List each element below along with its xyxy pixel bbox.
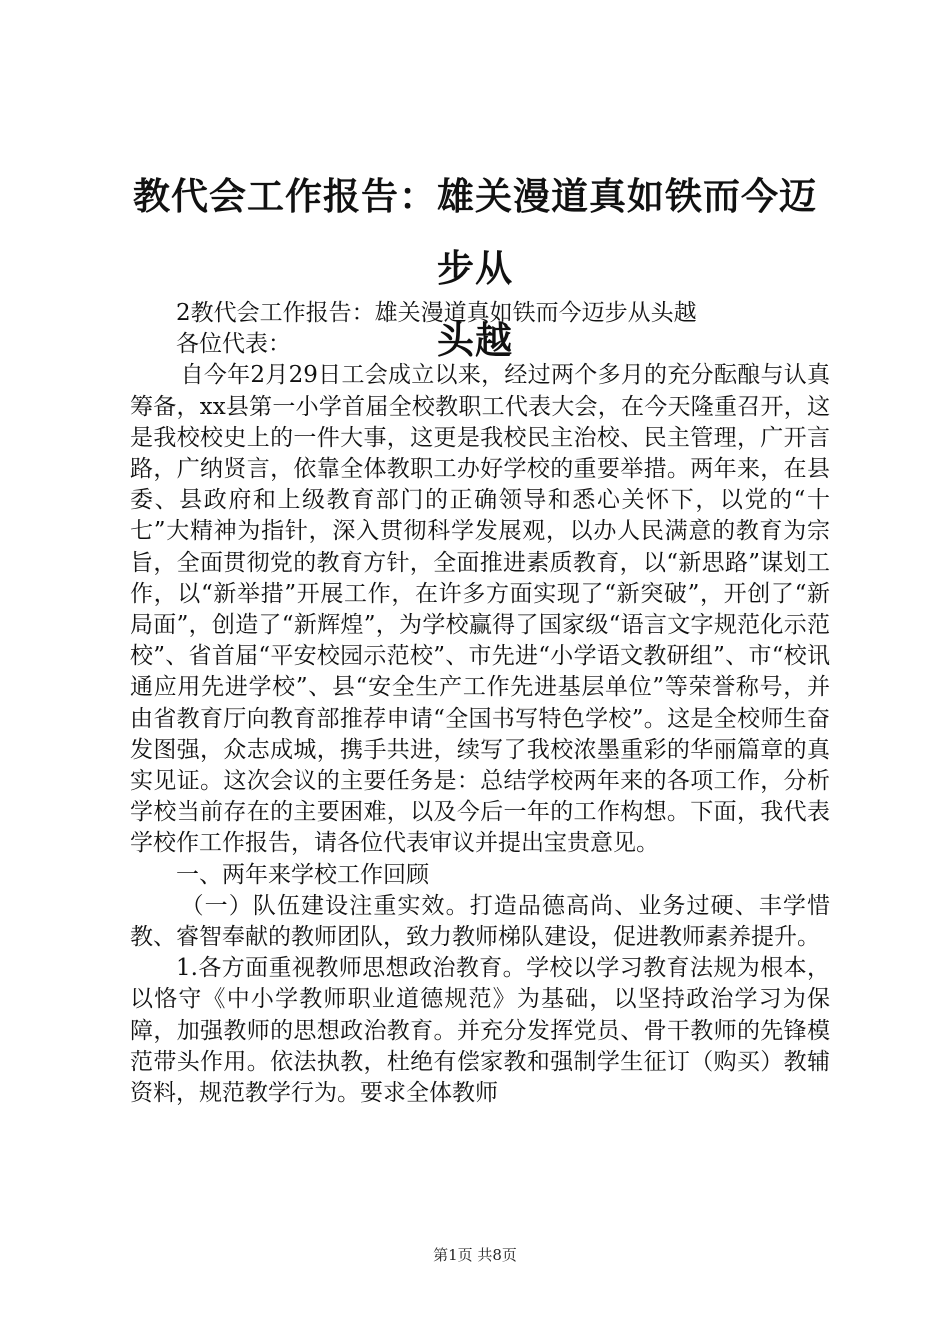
body-paragraph: （一）队伍建设注重实效。打造品德高尚、业务过硬、丰学惜教、睿智奉献的教师团队，致力教师梯队建设，促进教师素养提升。	[130, 892, 830, 951]
subtitle-paragraph: 2教代会工作报告：雄关漫道真如铁而今迈步从头越	[176, 300, 697, 326]
title-line-1: 教代会工作报告：雄关漫道真如铁而今迈步从	[133, 174, 817, 290]
title-line-2: 头越	[437, 318, 513, 362]
body-paragraph: 自今年2月29日工会成立以来，经过两个多月的充分酝酿与认真筹备，xx县第一小学首届全校教职工代表大会，在今天隆重召开，这是我校校史上的一件大事，这更是我校民主治校、民主管理，广开言路，广纳贤言，依靠全体教职工办好学校的重要举措。两年来，在县委、县政府和上级教育部门的正确领导和悉心关怀下，以党的“十七”大精神为指针，深入贯彻科学发展观，以办人民满意的教育为宗旨，全面贯彻党的教育方针，全面推进素质教育，以“新思路”谋划工作，以“新举措”开展工作，在许多方面实现了“新突破”，开创了“新局面”，创造了“新辉煌”，为学校赢得了国家级“语言文字规范化示范校”、省首届“平安校园示范校”、市先进“小学语文教研组”、市“校讯通应用先进学校”、县“安全生产工作先进基层单位”等荣誉称号，并由省教育厅向教育部推荐申请“全国书写特色学校”。这是全校师生奋发图强，众志成城，携手共进，续写了我校浓墨重彩的华丽篇章的真实见证。这次会议的主要任务是：总结学校两年来的各项工作，分析学校当前存在的主要困难，以及今后一年的工作构想。下面，我代表学校作工作报告，请各位代表审议并提出宝贵意见。	[130, 362, 830, 857]
salutation-paragraph: 各位代表：	[176, 331, 291, 358]
document-body	[130, 298, 830, 1109]
section-heading: 一、两年来学校工作回顾	[176, 861, 429, 888]
body-paragraph: 1.各方面重视教师思想政治教育。学校以学习教育法规为根本，以恪守《中小学教师职业道德规范》为基础，以坚持政治学习为保障，加强教师的思想政治教育。并充分发挥党员、骨干教师的先锋模范带头作用。依法执教，杜绝有偿家教和强制学生征订（购买）教辅资料，规范教学行为。要求全体教师	[130, 955, 830, 1107]
page-number: 第1页 共8页	[433, 1246, 517, 1264]
